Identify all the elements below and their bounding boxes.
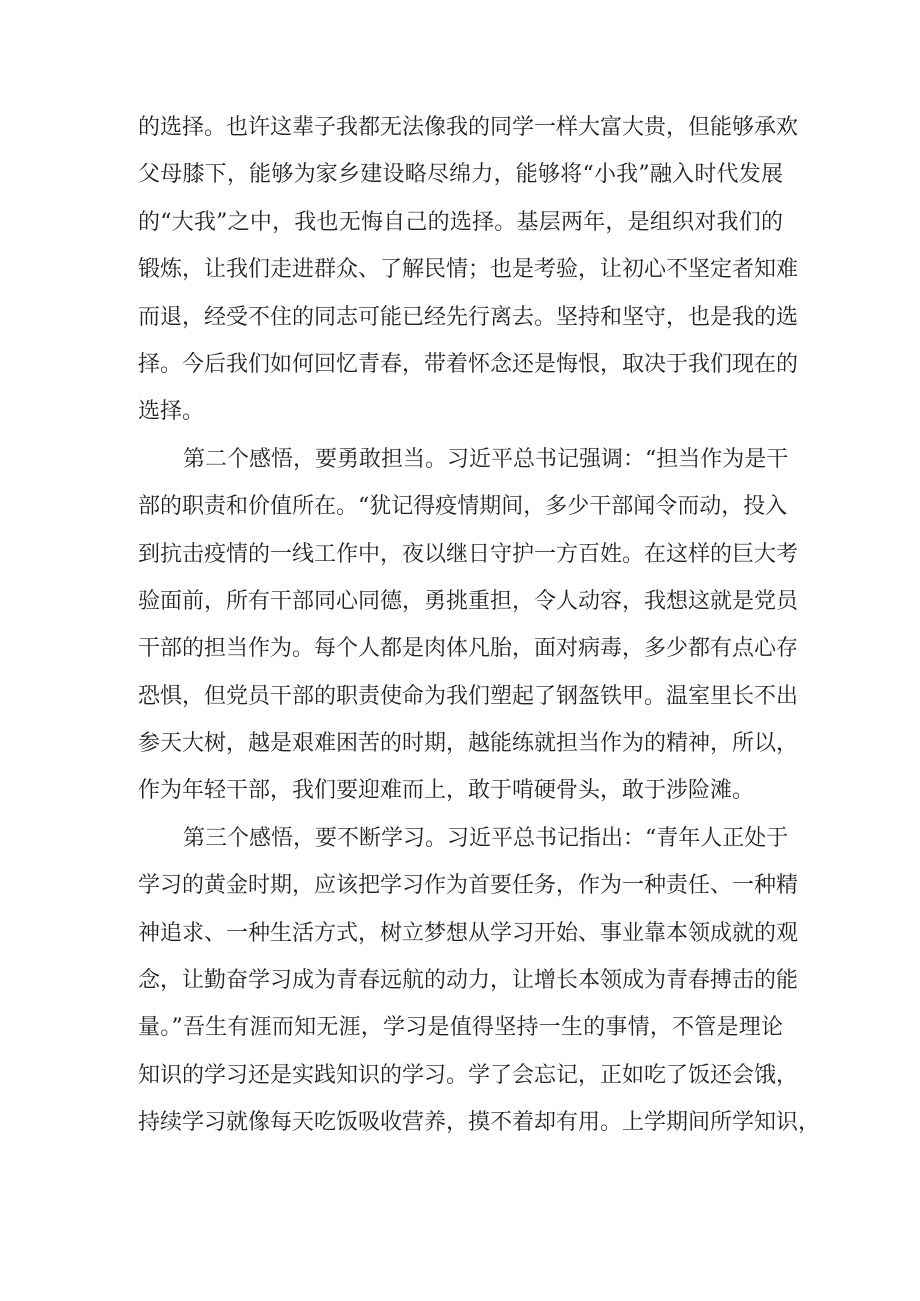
text-line: 恐惧，但党员干部的职责使命为我们塑起了钢盔铁甲。温室里长不出 xyxy=(138,683,799,709)
text-line: 量。”吾生有涯而知无涯，学习是值得坚持一生的事情，不管是理论 xyxy=(138,1015,783,1041)
text-line: 选择。 xyxy=(138,399,205,425)
text-line: 知识的学习还是实践知识的学习。学了会忘记，正如吃了饭还会饿， xyxy=(138,1062,799,1088)
text-line: 参天大树，越是艰难困苦的时期，越能练就担当作为的精神，所以， xyxy=(138,731,799,757)
body-text xyxy=(138,104,821,1147)
text-line: 第三个感悟，要不断学习。习近平总书记指出：“青年人正处于 xyxy=(183,825,789,851)
text-line: 到抗击疫情的一线工作中，夜以继日守护一方百姓。在这样的巨大考 xyxy=(138,541,799,567)
text-line: 部的职责和价值所在。“犹记得疫情期间，多少干部闻令而动，投入 xyxy=(138,494,788,520)
text-line: 而退，经受不住的同志可能已经先行离去。坚持和坚守，也是我的选 xyxy=(138,304,799,330)
text-line: 父母膝下，能够为家乡建设略尽绵力，能够将“小我”融入时代发展 xyxy=(138,162,783,188)
text-line: 念，让勤奋学习成为青春远航的动力，让增长本领成为青春搏击的能 xyxy=(138,968,799,994)
text-line: 干部的担当作为。每个人都是肉体凡胎，面对病毒，多少都有点心存 xyxy=(138,636,799,662)
text-line: 学习的黄金时期，应该把学习作为首要任务，作为一种责任、一种精 xyxy=(138,873,799,899)
paragraph-1 xyxy=(138,104,799,436)
text-line: 持续学习就像每天吃饭吸收营养，摸不着却有用。上学期间所学知识， xyxy=(138,1110,821,1136)
text-line: 验面前，所有干部同心同德，勇挑重担，令人动容，我想这就是党员 xyxy=(138,588,799,614)
text-line: 择。今后我们如何回忆青春，带着怀念还是悔恨，取决于我们现在的 xyxy=(138,351,799,377)
text-line: 的选择。也许这辈子我都无法像我的同学一样大富大贵，但能够承欢 xyxy=(138,115,799,140)
paragraph-2 xyxy=(138,436,799,815)
text-line: 锻炼，让我们走进群众、了解民情；也是考验，让初心不坚定者知难 xyxy=(138,257,799,283)
text-line: 作为年轻干部，我们要迎难而上，敢于啃硬骨头，敢于涉险滩。 xyxy=(138,778,755,804)
paragraph-3 xyxy=(138,815,821,1147)
text-line: 神追求、一种生活方式，树立梦想从学习开始、事业靠本领成就的观 xyxy=(138,920,799,946)
text-line: 的“大我”之中，我也无悔自己的选择。基层两年，是组织对我们的 xyxy=(138,209,783,235)
text-line: 第二个感悟，要勇敢担当。习近平总书记强调：“担当作为是干 xyxy=(183,446,789,472)
